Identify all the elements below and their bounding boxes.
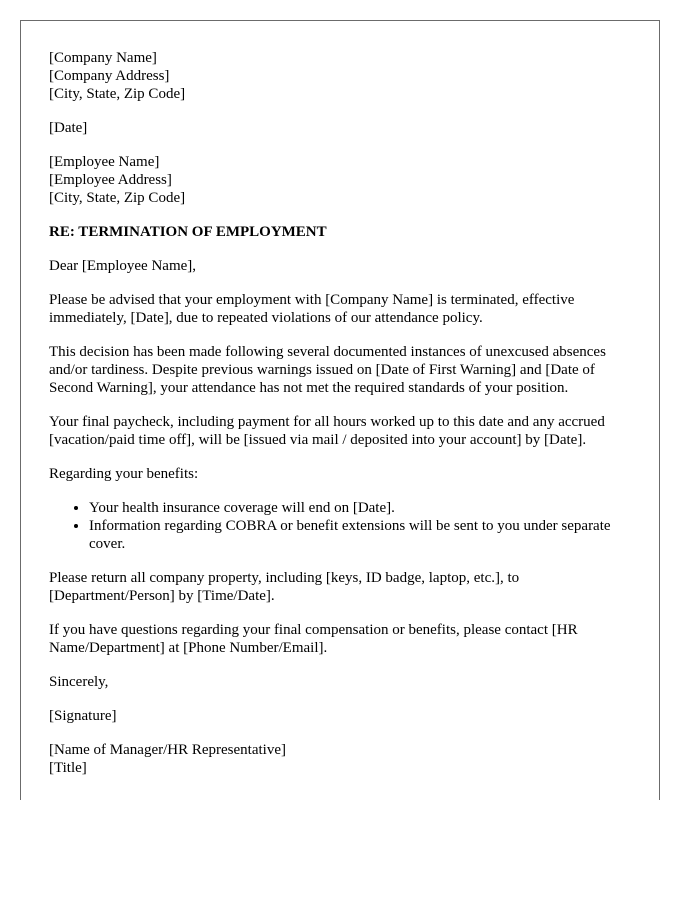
list-item: • Your health insurance coverage will end on [Date].: [89, 499, 631, 517]
sender-company-address: [Company Address]: [49, 68, 170, 84]
sender-city-state-zip: [City, State, Zip Code]: [49, 86, 186, 102]
paragraph-decision-reason: This decision has been made following several documented instances of unexcused absences and/or tardiness. Despite previous warnings issued on [Date of First Warning] and [Date of Second Warning], your attendance has not met the required standards of your position.: [49, 344, 606, 396]
salutation: Dear [Employee Name],: [49, 258, 197, 274]
benefits-list: [49, 499, 631, 553]
paragraph-final-paycheck: Your final paycheck, including payment for all hours worked up to this date and any accrued [vacation/paid time off], will be [issued via mail / deposited into your account] by [Date].: [49, 414, 605, 448]
paragraph-return-property: Please return all company property, including [keys, ID badge, laptop, etc.], to [Department/Person] by [Time/Date].: [49, 570, 520, 604]
paragraph-termination-notice: Please be advised that your employment with [Company Name] is terminated, effective immediately, [Date], due to repeated violations of our attendance policy.: [49, 292, 575, 326]
letter-content: [21, 21, 659, 777]
recipient-city-state-zip: [City, State, Zip Code]: [49, 190, 186, 206]
paragraph-contact-info: If you have questions regarding your final compensation or benefits, please contact [HR Name/Department] at [Phone Number/Email].: [49, 622, 578, 656]
signer-title: [Title]: [49, 760, 87, 776]
sender-address: [49, 49, 631, 103]
signer-name: [Name of Manager/HR Representative]: [49, 742, 286, 758]
sender-company-name: [Company Name]: [49, 50, 157, 66]
recipient-employee-address: [Employee Address]: [49, 172, 172, 188]
signature-placeholder: [Signature]: [49, 708, 117, 724]
recipient-employee-name: [Employee Name]: [49, 154, 160, 170]
letter-date: [Date]: [49, 120, 88, 136]
signoff: Sincerely,: [49, 674, 109, 690]
paragraph-benefits-intro: Regarding your benefits:: [49, 466, 199, 482]
signer-block: [49, 741, 631, 777]
subject-line: RE: TERMINATION OF EMPLOYMENT: [49, 224, 327, 240]
recipient-address: [49, 153, 631, 207]
list-item: • Information regarding COBRA or benefit extensions will be sent to you under separate cover.: [89, 517, 631, 553]
letter-page: [20, 20, 660, 800]
